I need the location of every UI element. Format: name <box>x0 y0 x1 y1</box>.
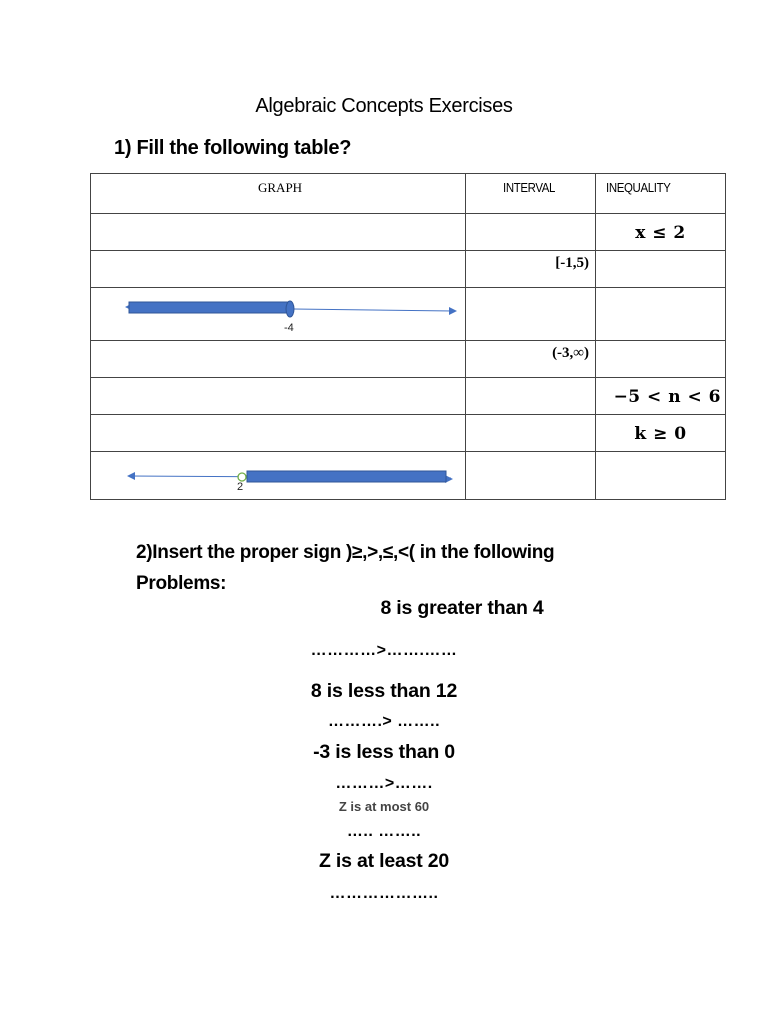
graph-cell[interactable] <box>91 214 466 251</box>
shaded-ray <box>129 302 288 313</box>
header-inequality: INEQUALITY <box>606 180 671 195</box>
question-2-line-2: Problems: <box>136 573 227 594</box>
header-graph: GRAPH <box>258 180 303 195</box>
inequality-cell[interactable] <box>596 214 726 251</box>
inequality-cell[interactable] <box>596 341 726 378</box>
interval-cell[interactable] <box>466 378 596 415</box>
shaded-ray <box>247 471 446 482</box>
graph-cell[interactable] <box>91 452 466 500</box>
problem-statement: Z is at least 20 <box>318 850 450 872</box>
problem-statement: 8 is greater than 4 <box>380 597 544 619</box>
table-row <box>91 452 726 500</box>
number-line-graph <box>91 288 465 341</box>
table-row <box>91 341 726 378</box>
table-row <box>91 251 726 288</box>
question-2-line-1: 2)Insert the proper sign )≥,>,≤,<( in the following <box>136 542 555 563</box>
table-row <box>91 415 726 452</box>
inequality-cell[interactable] <box>596 378 726 415</box>
interval-cell[interactable] <box>466 214 596 251</box>
header-interval: INTERVAL <box>503 180 556 195</box>
graph-tick-label: -4 <box>284 322 294 334</box>
question-1-prompt: 1) Fill the following table? <box>114 137 352 159</box>
inequality-cell[interactable] <box>596 452 726 500</box>
interval-cell[interactable] <box>466 415 596 452</box>
inequality-cell[interactable] <box>596 288 726 341</box>
closed-endpoint <box>286 301 294 317</box>
table-row <box>91 214 726 251</box>
interval-cell[interactable] <box>466 341 596 378</box>
inequality-value: k ≥ 0 <box>634 424 687 444</box>
graph-tick-label: 2 <box>237 481 244 493</box>
problem-statement: -3 is less than 0 <box>313 741 455 763</box>
number-line-graph <box>91 452 465 500</box>
graph-cell[interactable] <box>91 251 466 288</box>
table-row <box>91 288 726 341</box>
graph-cell[interactable] <box>91 341 466 378</box>
right-arrow-icon <box>449 307 457 315</box>
answer-blank[interactable]: ……………….. <box>329 885 439 902</box>
interval-cell[interactable] <box>466 452 596 500</box>
question-2-prompt <box>136 537 554 599</box>
header-inequality-cell <box>596 174 726 214</box>
graph-cell[interactable] <box>91 288 466 341</box>
interval-cell[interactable] <box>466 251 596 288</box>
left-arrow-icon <box>127 472 135 480</box>
open-endpoint <box>238 473 246 481</box>
answer-blank[interactable]: ……….> …….. <box>327 713 441 730</box>
exercise-table <box>90 173 726 500</box>
page-title: Algebraic Concepts Exercises <box>255 95 513 117</box>
graph-cell[interactable] <box>91 378 466 415</box>
header-graph-cell <box>91 174 466 214</box>
inequality-value: −5 < n < 6 <box>613 387 721 407</box>
answer-blank[interactable]: …………>…….…… <box>310 642 458 659</box>
header-interval-cell <box>466 174 596 214</box>
inequality-cell[interactable] <box>596 251 726 288</box>
answer-blank[interactable]: ………>……. <box>335 775 433 792</box>
interval-value: [-1,5) <box>555 255 589 271</box>
inequality-cell[interactable] <box>596 415 726 452</box>
interval-value: (-3,∞) <box>552 345 589 361</box>
table-row <box>91 378 726 415</box>
interval-cell[interactable] <box>466 288 596 341</box>
graph-cell[interactable] <box>91 415 466 452</box>
table-header-row <box>91 174 726 214</box>
problem-statement: 8 is less than 12 <box>310 680 458 702</box>
inequality-value: x ≤ 2 <box>635 223 686 243</box>
answer-blank[interactable]: ….. …….. <box>346 823 422 840</box>
problem-statement: Z is at most 60 <box>338 799 430 814</box>
